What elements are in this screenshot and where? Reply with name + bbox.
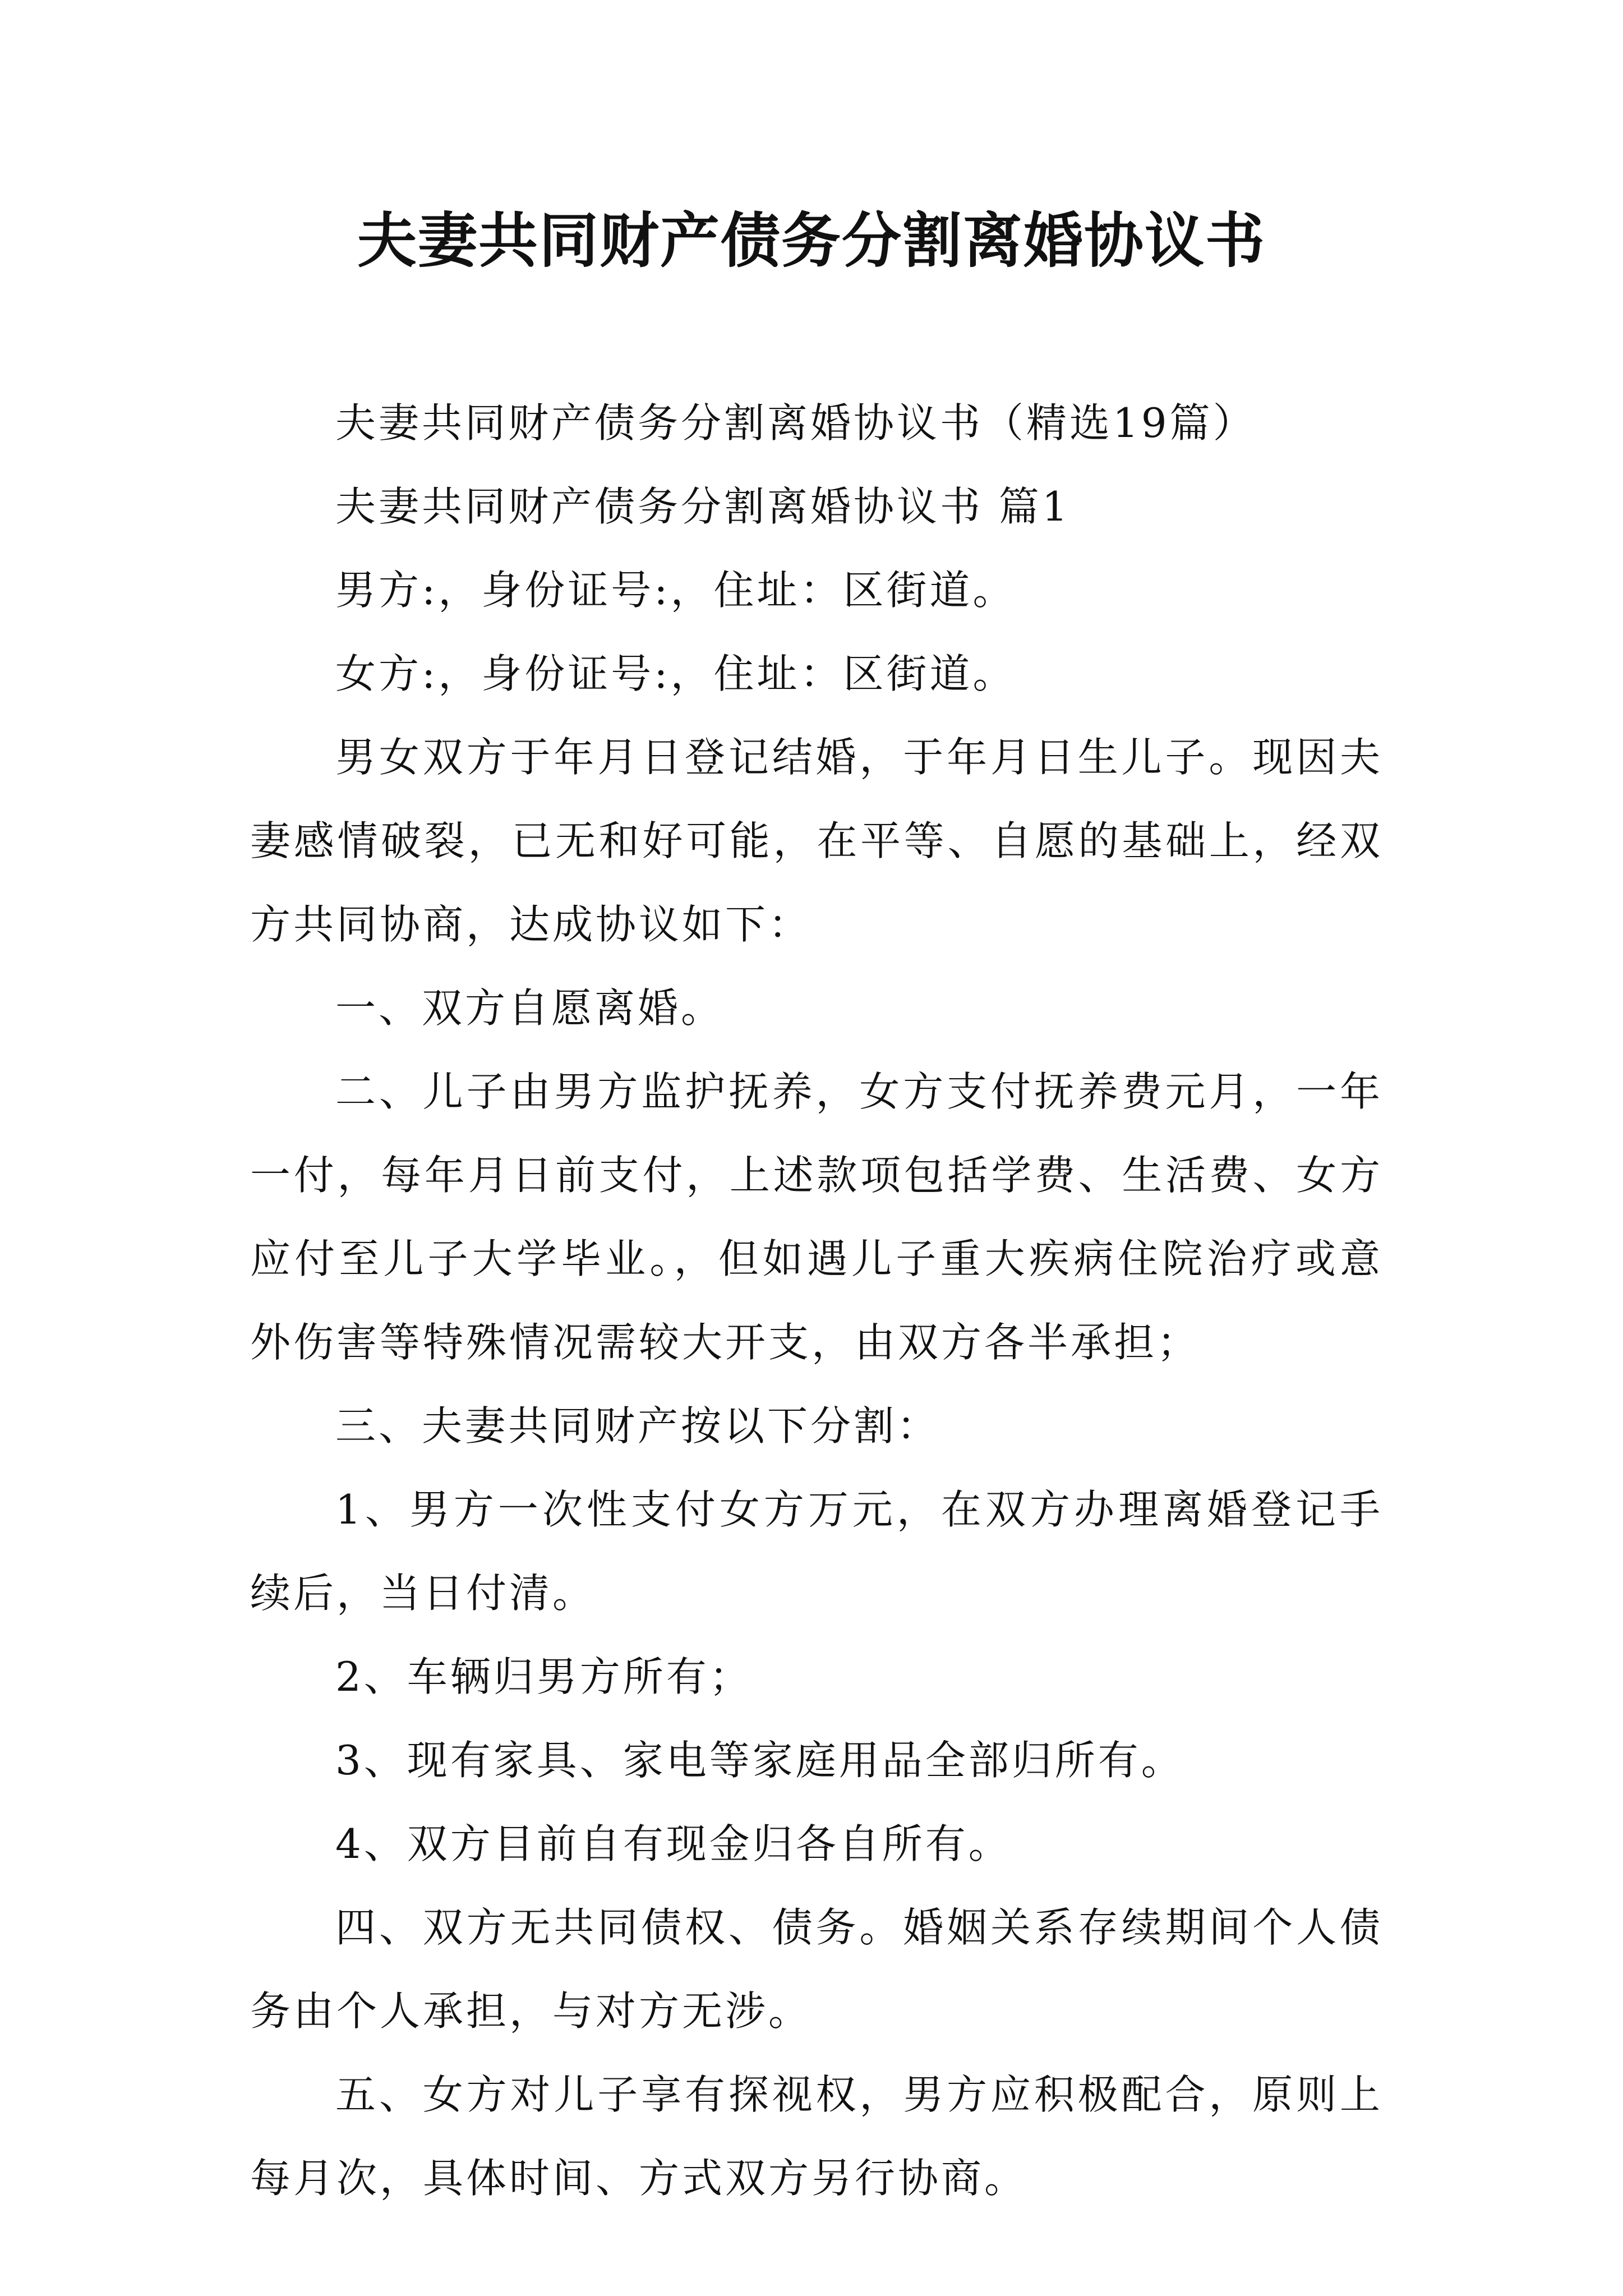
document-title: 夫妻共同财产债务分割离婚协议书 [357, 206, 1266, 275]
paragraph-clause-3-item-4: 4、双方目前自有现金归各自所有。 [335, 1820, 1012, 1867]
paragraph-subtitle: 夫妻共同财产债务分割离婚协议书（精选19篇） [335, 399, 1256, 447]
paragraph-clause-4: 四、双方无共同债权、债务。婚姻关系存续期间个人债务由个人承担，与对方无涉。 [250, 1904, 1383, 2035]
paragraph-clause-5: 五、女方对儿子享有探视权，男方应积极配合，原则上每月次，具体时间、方式双方另行协商。 [250, 2071, 1383, 2202]
paragraph-clause-3-item-3: 3、现有家具、家电等家庭用品全部归所有。 [335, 1737, 1184, 1784]
paragraph-preamble: 男女双方于年月日登记结婚，于年月日生儿子。现因夫妻感情破裂，已无和好可能，在平等、自愿的基础上，经双方共同协商，达成协议如下： [250, 734, 1383, 948]
paragraph-clause-3-item-2: 2、车辆归男方所有； [335, 1653, 753, 1700]
paragraph-male-party: 男方:，身份证号:，住址：区街道。 [335, 567, 1016, 614]
paragraph-clause-3-item-1: 1、男方一次性支付女方万元，在双方办理离婚登记手续后，当日付清。 [250, 1486, 1383, 1617]
paragraph-section-heading: 夫妻共同财产债务分割离婚协议书 篇1 [335, 483, 1071, 530]
paragraph-clause-3: 三、夫妻共同财产按以下分割： [335, 1402, 940, 1450]
paragraph-clause-1: 一、双方自愿离婚。 [335, 984, 725, 1032]
paragraph-female-party: 女方:，身份证号:，住址：区街道。 [335, 650, 1016, 697]
document-body [250, 381, 1383, 2220]
paragraph-clause-2: 二、儿子由男方监护抚养，女方支付抚养费元月，一年一付，每年月日前支付，上述款项包括学费、生活费、女方应付至儿子大学毕业。，但如遇儿子重大疾病住院治疗或意外伤害等特殊情况需较大开支，由双方各半承担； [250, 1068, 1383, 1366]
